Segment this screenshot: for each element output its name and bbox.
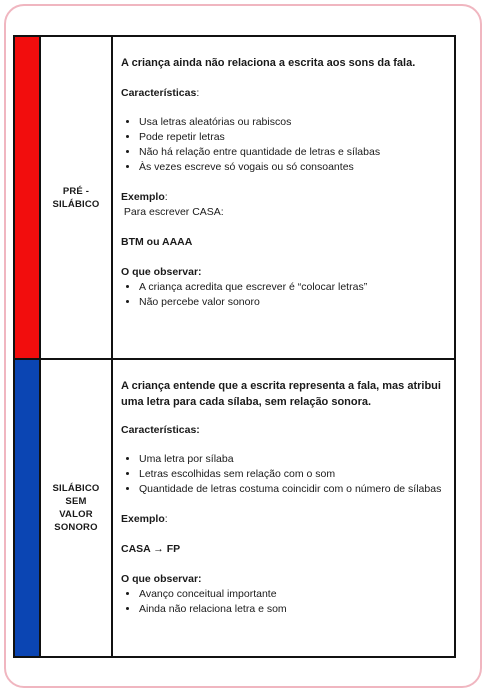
row-label-line: PRÉ - [62, 185, 90, 197]
list-item: • Pode repetir letras [139, 130, 442, 145]
example-suffix: : [164, 191, 168, 203]
example-label: Exemplo [121, 191, 165, 203]
table-row-silabico-sem-valor [15, 360, 454, 656]
row-label-line: SONORO [54, 522, 98, 533]
list-item: • Às vezes escreve só vogais ou só consoantes [139, 160, 442, 175]
row-description: A criança entende que a escrita representa a fala, mas atribui uma letra para cada sílaba, sem relação sonora. [121, 380, 441, 408]
observe-heading: O que observar: [121, 266, 202, 278]
example-suffix: : [164, 513, 168, 525]
row-label-line: SEM [65, 496, 87, 507]
row-label-line: SILÁBICO [52, 483, 100, 494]
row-color-bar [15, 360, 41, 656]
characteristics-list [121, 115, 442, 175]
writing-levels-table [13, 35, 456, 658]
characteristics-suffix: : [196, 87, 200, 99]
example-value: CASA → FP [121, 543, 181, 555]
list-item: • Letras escolhidas sem relação com o som [139, 467, 442, 482]
list-item: • Uma letra por sílaba [139, 452, 442, 467]
observe-list [121, 587, 442, 617]
example-label: Exemplo [121, 513, 165, 525]
characteristics-list [121, 452, 442, 497]
row-label-line: SILÁBICO [52, 198, 100, 210]
list-item: • A criança acredita que escrever é “colocar letras” [139, 280, 442, 295]
example-value: BTM ou AAAA [121, 236, 193, 248]
example-heading [121, 512, 442, 527]
row-label [41, 360, 113, 656]
list-item: • Não percebe valor sonoro [139, 295, 442, 310]
row-content [113, 37, 454, 358]
list-item: • Quantidade de letras costuma coincidir com o número de sílabas [139, 482, 442, 497]
observe-list [121, 280, 442, 310]
example-intro: Para escrever CASA: [121, 206, 224, 218]
list-item: • Ainda não relaciona letra e som [139, 602, 442, 617]
row-color-bar [15, 37, 41, 358]
example-heading [121, 190, 442, 205]
observe-heading: O que observar: [121, 573, 202, 585]
row-description: A criança ainda não relaciona a escrita aos sons da fala. [121, 57, 416, 69]
table-row-pre-silabico [15, 37, 454, 360]
row-content [113, 360, 454, 656]
characteristics-heading [121, 86, 442, 101]
row-label-line: VALOR [59, 509, 93, 520]
list-item: • Usa letras aleatórias ou rabiscos [139, 115, 442, 130]
list-item: • Avanço conceitual importante [139, 587, 442, 602]
row-label [41, 37, 113, 358]
characteristics-label: Características [121, 87, 197, 99]
characteristics-heading: Características: [121, 424, 200, 436]
list-item: • Não há relação entre quantidade de letras e sílabas [139, 145, 442, 160]
